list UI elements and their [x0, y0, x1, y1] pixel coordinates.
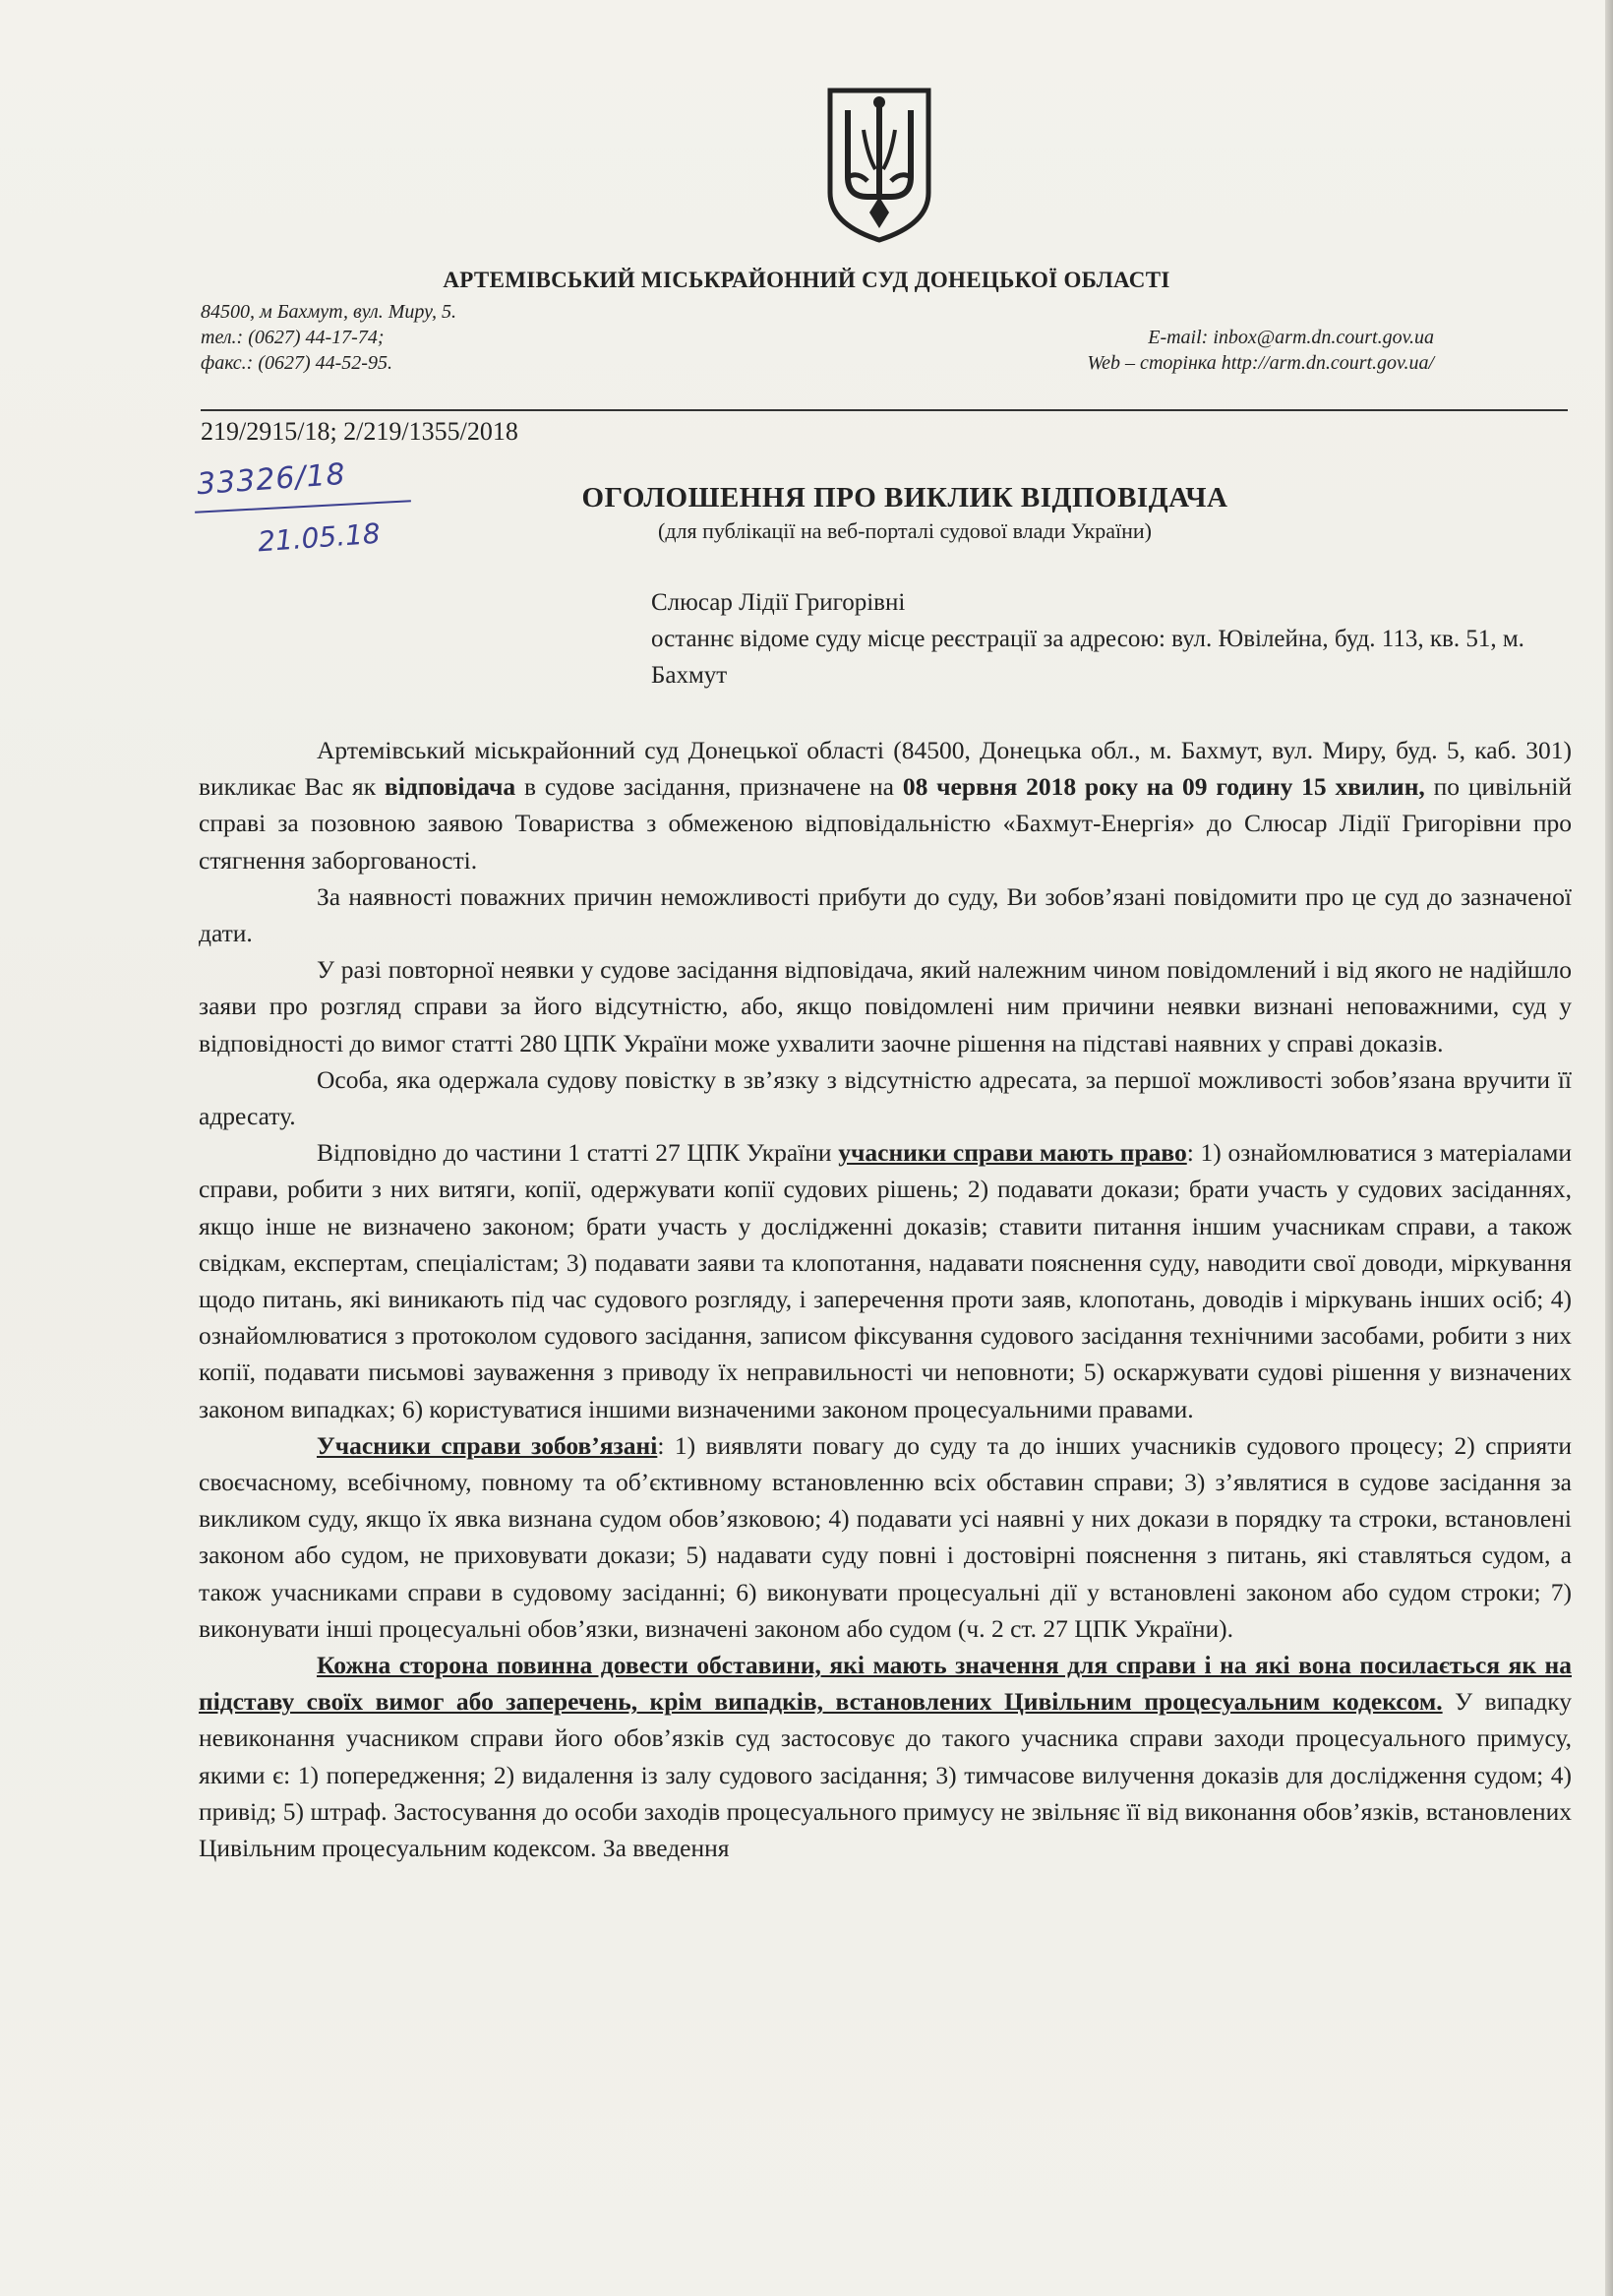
paragraph-summons-delivery: Особа, яка одержала судову повістку в зв’язку з відсутністю адресата, за першої можливості зобов’язана вручити її адресату.	[199, 1064, 1572, 1131]
court-contacts-right	[1087, 325, 1434, 376]
text-span: : 1) ознайомлюватися з матеріалами справи, робити з них витяги, копії, одержувати копії судових рішень; 2) подавати докази; брати участь у судових засіданнях, якщо інше не визначено законом; брати участь у дослідженні доказів; ставити питання іншим учасникам справи, а також свідкам, експертам, спеціалістам; 3) подавати заяви та клопотання, надавати пояснення суду, наводити свої доводи, міркування щодо питань, які виникають під час судового розгляду, і заперечення проти заяв, клопотань, доводів і міркувань інших осіб; 4) ознайомлюватися з протоколом судового засідання, записом фіксування судового засідання технічними засобами, робити з них копії, подавати письмові зауваження з приводу їх неправильності чи неповноти; 5) оскаржувати судові рішення у визначених законом випадках; 6) користуватися іншими визначеними законом процесуальними правами.	[199, 1138, 1572, 1423]
handwritten-date: 21.05.18	[257, 516, 382, 559]
court-name: АРТЕМІВСЬКИЙ МІСЬКРАЙОННИЙ СУД ДОНЕЦЬКОЇ ОБЛАСТІ	[443, 268, 1170, 292]
document-subtitle: (для публікації на веб-порталі судової влади України)	[658, 518, 1152, 543]
addressee-name: Слюсар Лідії Григорівні	[651, 589, 906, 616]
text-span: Відповідно до частини 1 статті 27 ЦПК України	[317, 1138, 839, 1168]
document-title: ОГОЛОШЕННЯ ПРО ВИКЛИК ВІДПОВІДАЧА	[581, 482, 1228, 514]
case-numbers: 219/2915/18; 2/219/1355/2018	[201, 417, 518, 446]
court-address: 84500, м Бахмут, вул. Миру, 5.	[201, 301, 457, 323]
court-website: Web – сторінка http://arm.dn.court.gov.ua/	[1087, 352, 1434, 374]
burden-heading: Кожна сторона повинна довести обставини, які мають значення для справи і на які вона посилається як на підставу своїх вимог або заперечень, крім випадків, встановлених Цивільним процесуальним кодексом.	[199, 1651, 1572, 1717]
paragraph-notify-court: За наявності поважних причин неможливості прибути до суду, Ви зобов’язані повідомити про це суд до зазначеної дати.	[199, 881, 1572, 948]
text-span: : 1) виявляти повагу до суду та до інших учасників судового процесу; 2) сприяти своєчасному, всебічному, повному та об’єктивному встановленню всіх обставин справи; 3) з’являтися в судове засідання за викликом суду, якщо їх явка визнана судом обов’язковою; 4) подавати усі наявні у них докази в порядку та строки, встановлені законом або судом, не приховувати докази; 5) надавати суду повні і достовірні пояснення з питань, які ставляться судом, а також учасниками справи в судовому засіданні; 6) виконувати процесуальні дії у встановлені законом або судом строки; 7) виконувати інші процесуальні обов’язки, визначені законом або судом (ч. 2 ст. 27 ЦПК України).	[199, 1430, 1572, 1643]
court-phone: тел.: (0627) 44-17-74;	[201, 327, 385, 348]
text-span: Артемівський міськрайонний суд Донецької області (84500, Донецька обл., м. Бахмут, вул. Миру, буд. 5, каб. 301) викликає Вас як	[199, 736, 1572, 802]
header-divider	[201, 409, 1568, 411]
trident-emblem-icon	[824, 87, 934, 244]
addressee-block	[651, 584, 1564, 694]
court-email: E-mail: inbox@arm.dn.court.gov.ua	[1148, 327, 1434, 348]
court-contacts-left	[201, 299, 456, 376]
court-fax: факс.: (0627) 44-52-95.	[201, 352, 392, 374]
bold-span: відповідача	[384, 772, 516, 802]
text-span: по цивільній справі за позовною заявою Товариства з обмеженою відповідальністю «Бахмут-Енергія» до Слюсар Лідії Григорівни про стягнення заборгованості.	[199, 772, 1572, 875]
paragraph-rights	[199, 1134, 1572, 1427]
paragraph-summons	[199, 732, 1572, 878]
hearing-date: 08 червня 2018 року на 09 годину 15 хвилин,	[902, 772, 1425, 802]
page-edge	[1605, 0, 1613, 2296]
paragraph-absence: У разі повторної неявки у судове засідання відповідача, який належним чином повідомлений і від якого не надійшло заяви про розгляд справи за його відсутністю, або, якщо повідомлені ним причини неявки визнані неповажними, суд у відповідності до вимог статті 280 ЦПК України може ухвалити заочне рішення на підставі наявних у справі доказів.	[199, 955, 1572, 1057]
paragraph-obligations	[199, 1427, 1572, 1647]
addressee-address: останнє відоме суду місце реєстрації за адресою: вул. Ювілейна, буд. 113, кв. 51, м. Бахмут	[651, 626, 1524, 689]
paragraph-burden-of-proof	[199, 1647, 1572, 1866]
rights-heading: учасники справи мають право	[838, 1138, 1187, 1168]
obligations-heading: Учасники справи зобов’язані	[317, 1430, 658, 1460]
text-span: У випадку невиконання учасником справи його обов’язків суд застосовує до такого учасника справи заходи процесуального примусу, якими є: 1) попередження; 2) видалення із залу судового засідання; 3) тимчасове вилучення доказів для дослідження судом; 4) привід; 5) штраф. Застосування до особи заходів процесуального примусу не звільняє її від виконання обов’язків, встановлених Цивільним процесуальним кодексом. За введення	[199, 1687, 1572, 1863]
text-span: в судове засідання, призначене на	[515, 772, 903, 802]
notice-body	[199, 732, 1572, 1866]
handwritten-registration-number: 33326/18	[195, 456, 347, 503]
